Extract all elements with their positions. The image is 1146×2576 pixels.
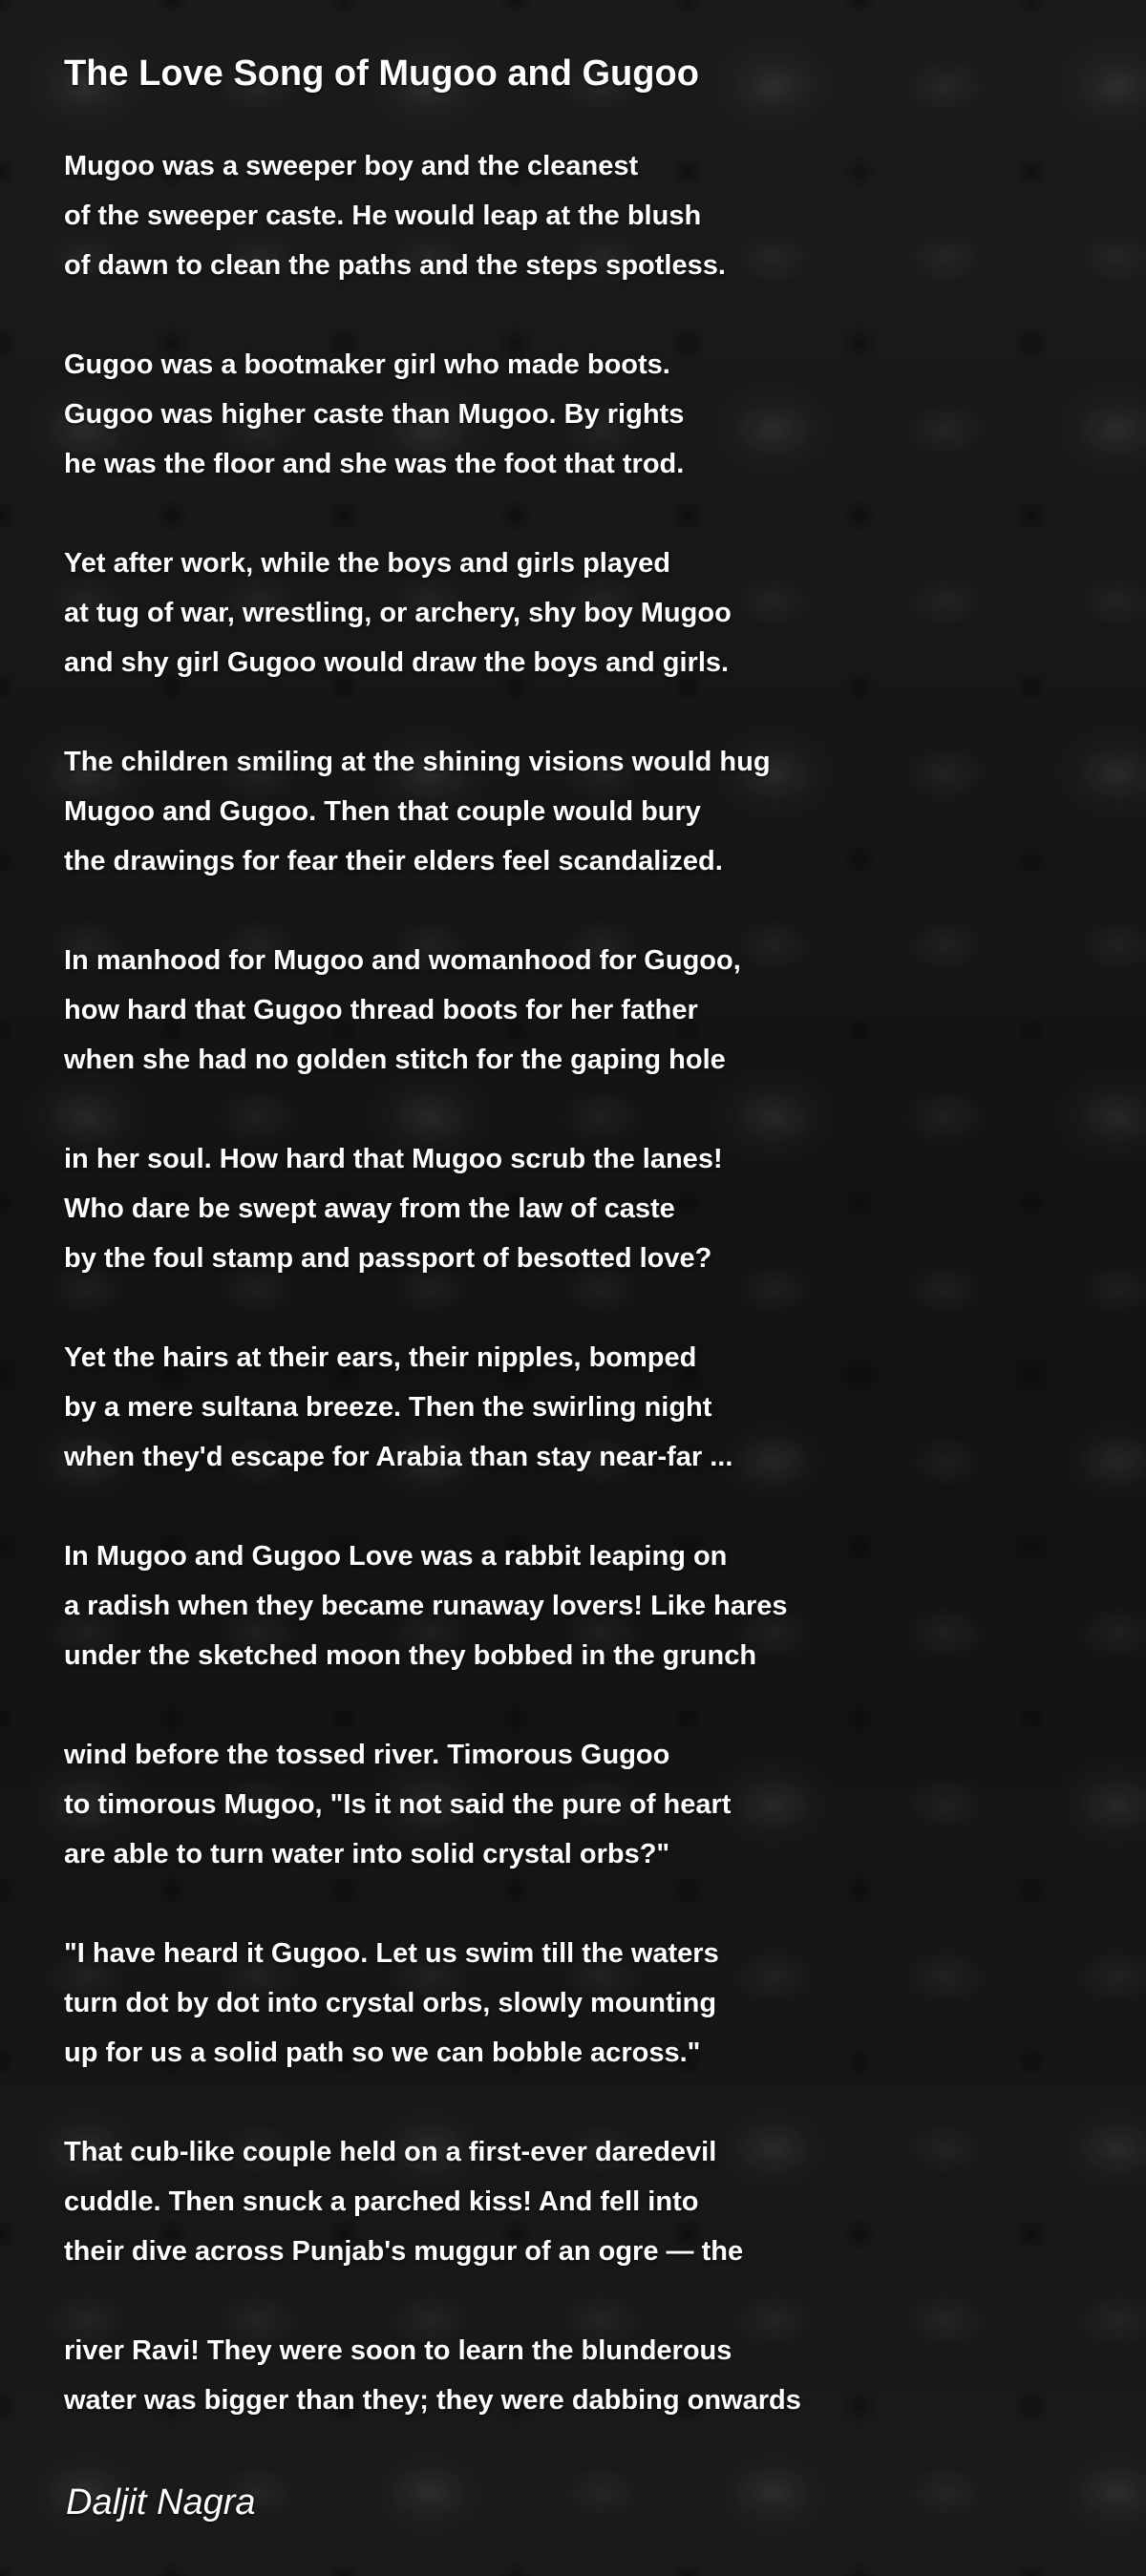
poem-line: by a mere sultana breeze. Then the swirling night: [64, 1392, 712, 1423]
poem-line: river Ravi! They were soon to learn the blunderous: [64, 2335, 732, 2366]
poem-line: The children smiling at the shining visions would hug: [64, 747, 771, 777]
poem-line: under the sketched moon they bobbed in the grunch: [64, 1640, 757, 1671]
poem-line: of dawn to clean the paths and the steps spotless.: [64, 250, 726, 281]
poem-line: when she had no golden stitch for the gaping hole: [64, 1045, 726, 1075]
poem-line: Yet the hairs at their ears, their nipples, bomped: [64, 1342, 697, 1373]
stanza-3: [64, 538, 1108, 687]
stanza-8: [64, 1531, 1108, 1680]
poem-line: their dive across Punjab's muggur of an ogre — the: [64, 2236, 744, 2267]
poem-line: turn dot by dot into crystal orbs, slowly mounting: [64, 1988, 717, 2018]
poem-line: In Mugoo and Gugoo Love was a rabbit leaping on: [64, 1541, 728, 1572]
poem-line: Gugoo was higher caste than Mugoo. By rights: [64, 399, 685, 430]
poem-line: a radish when they became runaway lovers! Like hares: [64, 1591, 788, 1621]
stanza-7: [64, 1333, 1108, 1482]
stanza-4: [64, 737, 1108, 886]
poem-line: of the sweeper caste. He would leap at the blush: [64, 201, 702, 231]
poem-line: "I have heard it Gugoo. Let us swim till the waters: [64, 1938, 719, 1969]
poem-author: Daljit Nagra: [66, 2482, 256, 2523]
stanza-5: [64, 936, 1108, 1085]
stanza-2: [64, 340, 1108, 489]
poem-line: wind before the tossed river. Timorous Gugoo: [64, 1740, 670, 1770]
poem-line: are able to turn water into solid crystal orbs?": [64, 1839, 670, 1869]
poem-line: cuddle. Then snuck a parched kiss! And fell into: [64, 2186, 699, 2217]
stanza-11: [64, 2127, 1108, 2276]
poem-line: Mugoo and Gugoo. Then that couple would bury: [64, 796, 701, 827]
poem-line: That cub-like couple held on a first-ever daredevil: [64, 2137, 717, 2167]
stanza-10: [64, 1929, 1108, 2078]
stanza-9: [64, 1730, 1108, 1879]
poem-line: when they'd escape for Arabia than stay near-far ...: [64, 1442, 733, 1472]
stanza-12: [64, 2326, 1108, 2425]
poem-line: to timorous Mugoo, "Is it not said the pure of heart: [64, 1789, 732, 1820]
poem-line: the drawings for fear their elders feel scandalized.: [64, 846, 723, 876]
poem-line: In manhood for Mugoo and womanhood for Gugoo,: [64, 945, 741, 976]
poem-line: by the foul stamp and passport of besotted love?: [64, 1243, 712, 1274]
poem-line: Who dare be swept away from the law of caste: [64, 1193, 675, 1224]
stanza-1: [64, 141, 1108, 290]
poem-line: water was bigger than they; they were dabbing onwards: [64, 2385, 801, 2416]
poem-line: up for us a solid path so we can bobble across.": [64, 2038, 701, 2068]
poem-line: Mugoo was a sweeper boy and the cleanest: [64, 151, 639, 181]
poem-line: in her soul. How hard that Mugoo scrub the lanes!: [64, 1144, 723, 1174]
poem-title: The Love Song of Mugoo and Gugoo: [64, 53, 699, 94]
poem-line: Yet after work, while the boys and girls played: [64, 548, 670, 579]
poem-line: at tug of war, wrestling, or archery, shy boy Mugoo: [64, 598, 732, 628]
poem-line: he was the floor and she was the foot that trod.: [64, 449, 685, 479]
poem-line: Gugoo was a bootmaker girl who made boots.: [64, 349, 670, 380]
stanza-6: [64, 1134, 1108, 1283]
poem-line: and shy girl Gugoo would draw the boys and girls.: [64, 647, 730, 678]
poem-line: how hard that Gugoo thread boots for her father: [64, 995, 698, 1025]
